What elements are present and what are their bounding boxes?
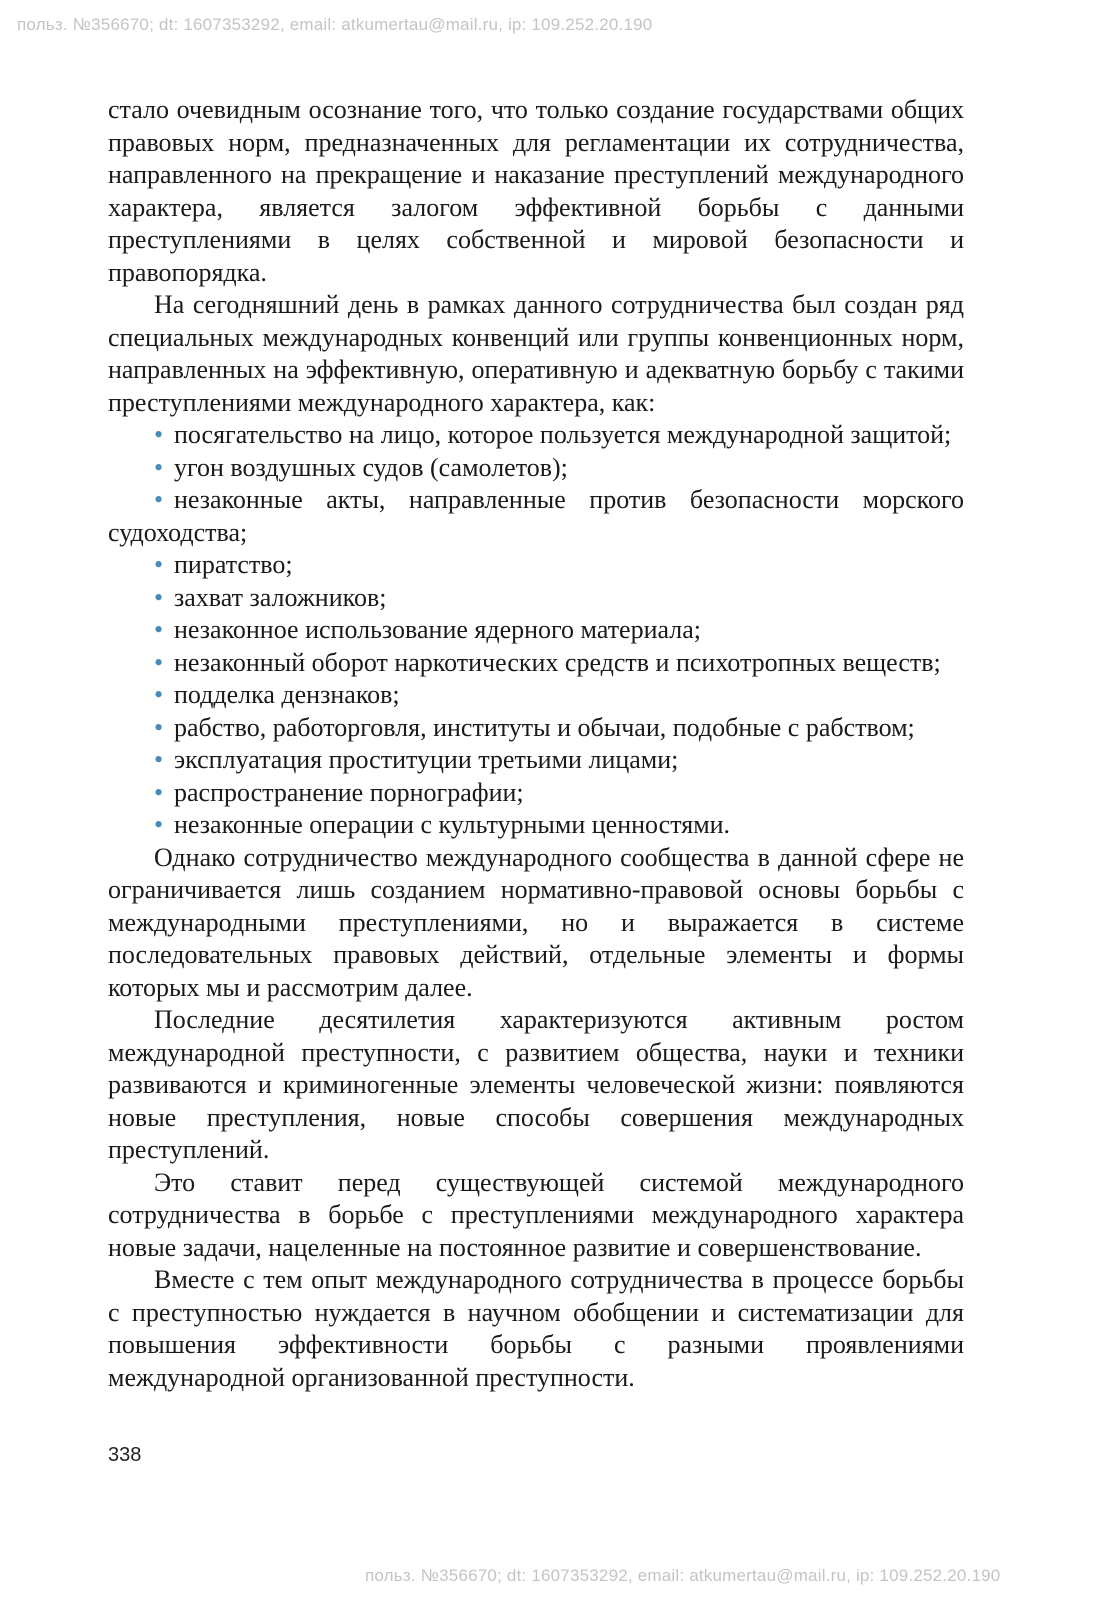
- bullet-icon: •: [154, 647, 164, 677]
- list-item: • незаконные операции с культурными ценностями.: [108, 809, 964, 842]
- paragraph-3: Однако сотрудничество международного сообщества в данной сфере не ограничивается лишь созданием нормативно-правовой основы борьбы с международными преступлениями, но и выражается в системе последовательных правовых действий, отдельные элементы и формы которых мы и рассмотрим далее.: [108, 842, 964, 1002]
- bullet-icon: •: [154, 550, 164, 579]
- bullet-icon: •: [154, 485, 164, 514]
- list-item: • незаконный оборот наркотических средств и психотропных веществ;: [108, 647, 964, 680]
- list-item: • угон воздушных судов (самолетов);: [108, 452, 964, 485]
- bullet-icon: •: [154, 615, 164, 644]
- bullet-icon: •: [154, 680, 164, 709]
- watermark-bottom: польз. №356670; dt: 1607353292, email: atkumertau@mail.ru, ip: 109.252.20.190: [365, 1566, 1001, 1585]
- list-item: • рабство, работорговля, институты и обычаи, подобные с рабством;: [108, 712, 964, 745]
- list-item: • незаконное использование ядерного материала;: [108, 614, 964, 647]
- list-item: • незаконные акты, направленные против безопасности морского судоходства;: [108, 485, 964, 547]
- bullet-icon: •: [154, 452, 164, 482]
- watermark-top: польз. №356670; dt: 1607353292, email: atkumertau@mail.ru, ip: 109.252.20.190: [17, 15, 653, 34]
- paragraph-1: стало очевидным осознание того, что только создание государствами общих правовых норм, предназначенных для регламентации их сотрудничества, направленного на прекращение и наказание преступлений международного характера, является залогом эффективной борьбы с данными преступлениями в целях собственной и мировой безопасности и правопорядка.: [108, 95, 964, 287]
- paragraph-5: Это ставит перед существующей системой международного сотрудничества в борьбе с преступлениями международного характера новые задачи, нацеленные на постоянное развитие и совершенствование.: [108, 1167, 964, 1262]
- list-item: • захват заложников;: [108, 582, 964, 615]
- paragraph-4: Последние десятилетия характеризуются активным ростом международной преступности, с развитием общества, науки и техники развиваются и криминогенные элементы человеческой жизни: появляются новые преступления, новые способы совершения международных преступлений.: [108, 1005, 964, 1164]
- page-body: [108, 94, 964, 1394]
- bullet-icon: •: [154, 582, 164, 612]
- bullet-icon: •: [154, 420, 164, 449]
- list-item: • пиратство;: [108, 549, 964, 582]
- bullet-icon: •: [154, 810, 164, 839]
- list-item: • распространение порнографии;: [108, 777, 964, 810]
- crimes-list: [108, 419, 964, 842]
- bullet-icon: •: [154, 712, 164, 742]
- page-number: 338: [108, 1444, 142, 1466]
- paragraph-6: Вместе с тем опыт международного сотрудничества в процессе борьбы с преступностью нуждается в научном обобщении и систематизации для повышения эффективности борьбы с разными проявлениями международной организованной преступности.: [108, 1265, 964, 1392]
- bullet-icon: •: [154, 745, 164, 774]
- list-item: • подделка дензнаков;: [108, 679, 964, 712]
- list-item: • эксплуатация проституции третьими лицами;: [108, 744, 964, 777]
- list-item: • посягательство на лицо, которое пользуется международной защитой;: [108, 419, 964, 452]
- bullet-icon: •: [154, 777, 164, 807]
- paragraph-2: На сегодняшний день в рамках данного сотрудничества был создан ряд специальных международных конвенций или группы конвенционных норм, направленных на эффективную, оперативную и адекватную борьбу с такими преступлениями международного характера, как:: [108, 290, 964, 417]
